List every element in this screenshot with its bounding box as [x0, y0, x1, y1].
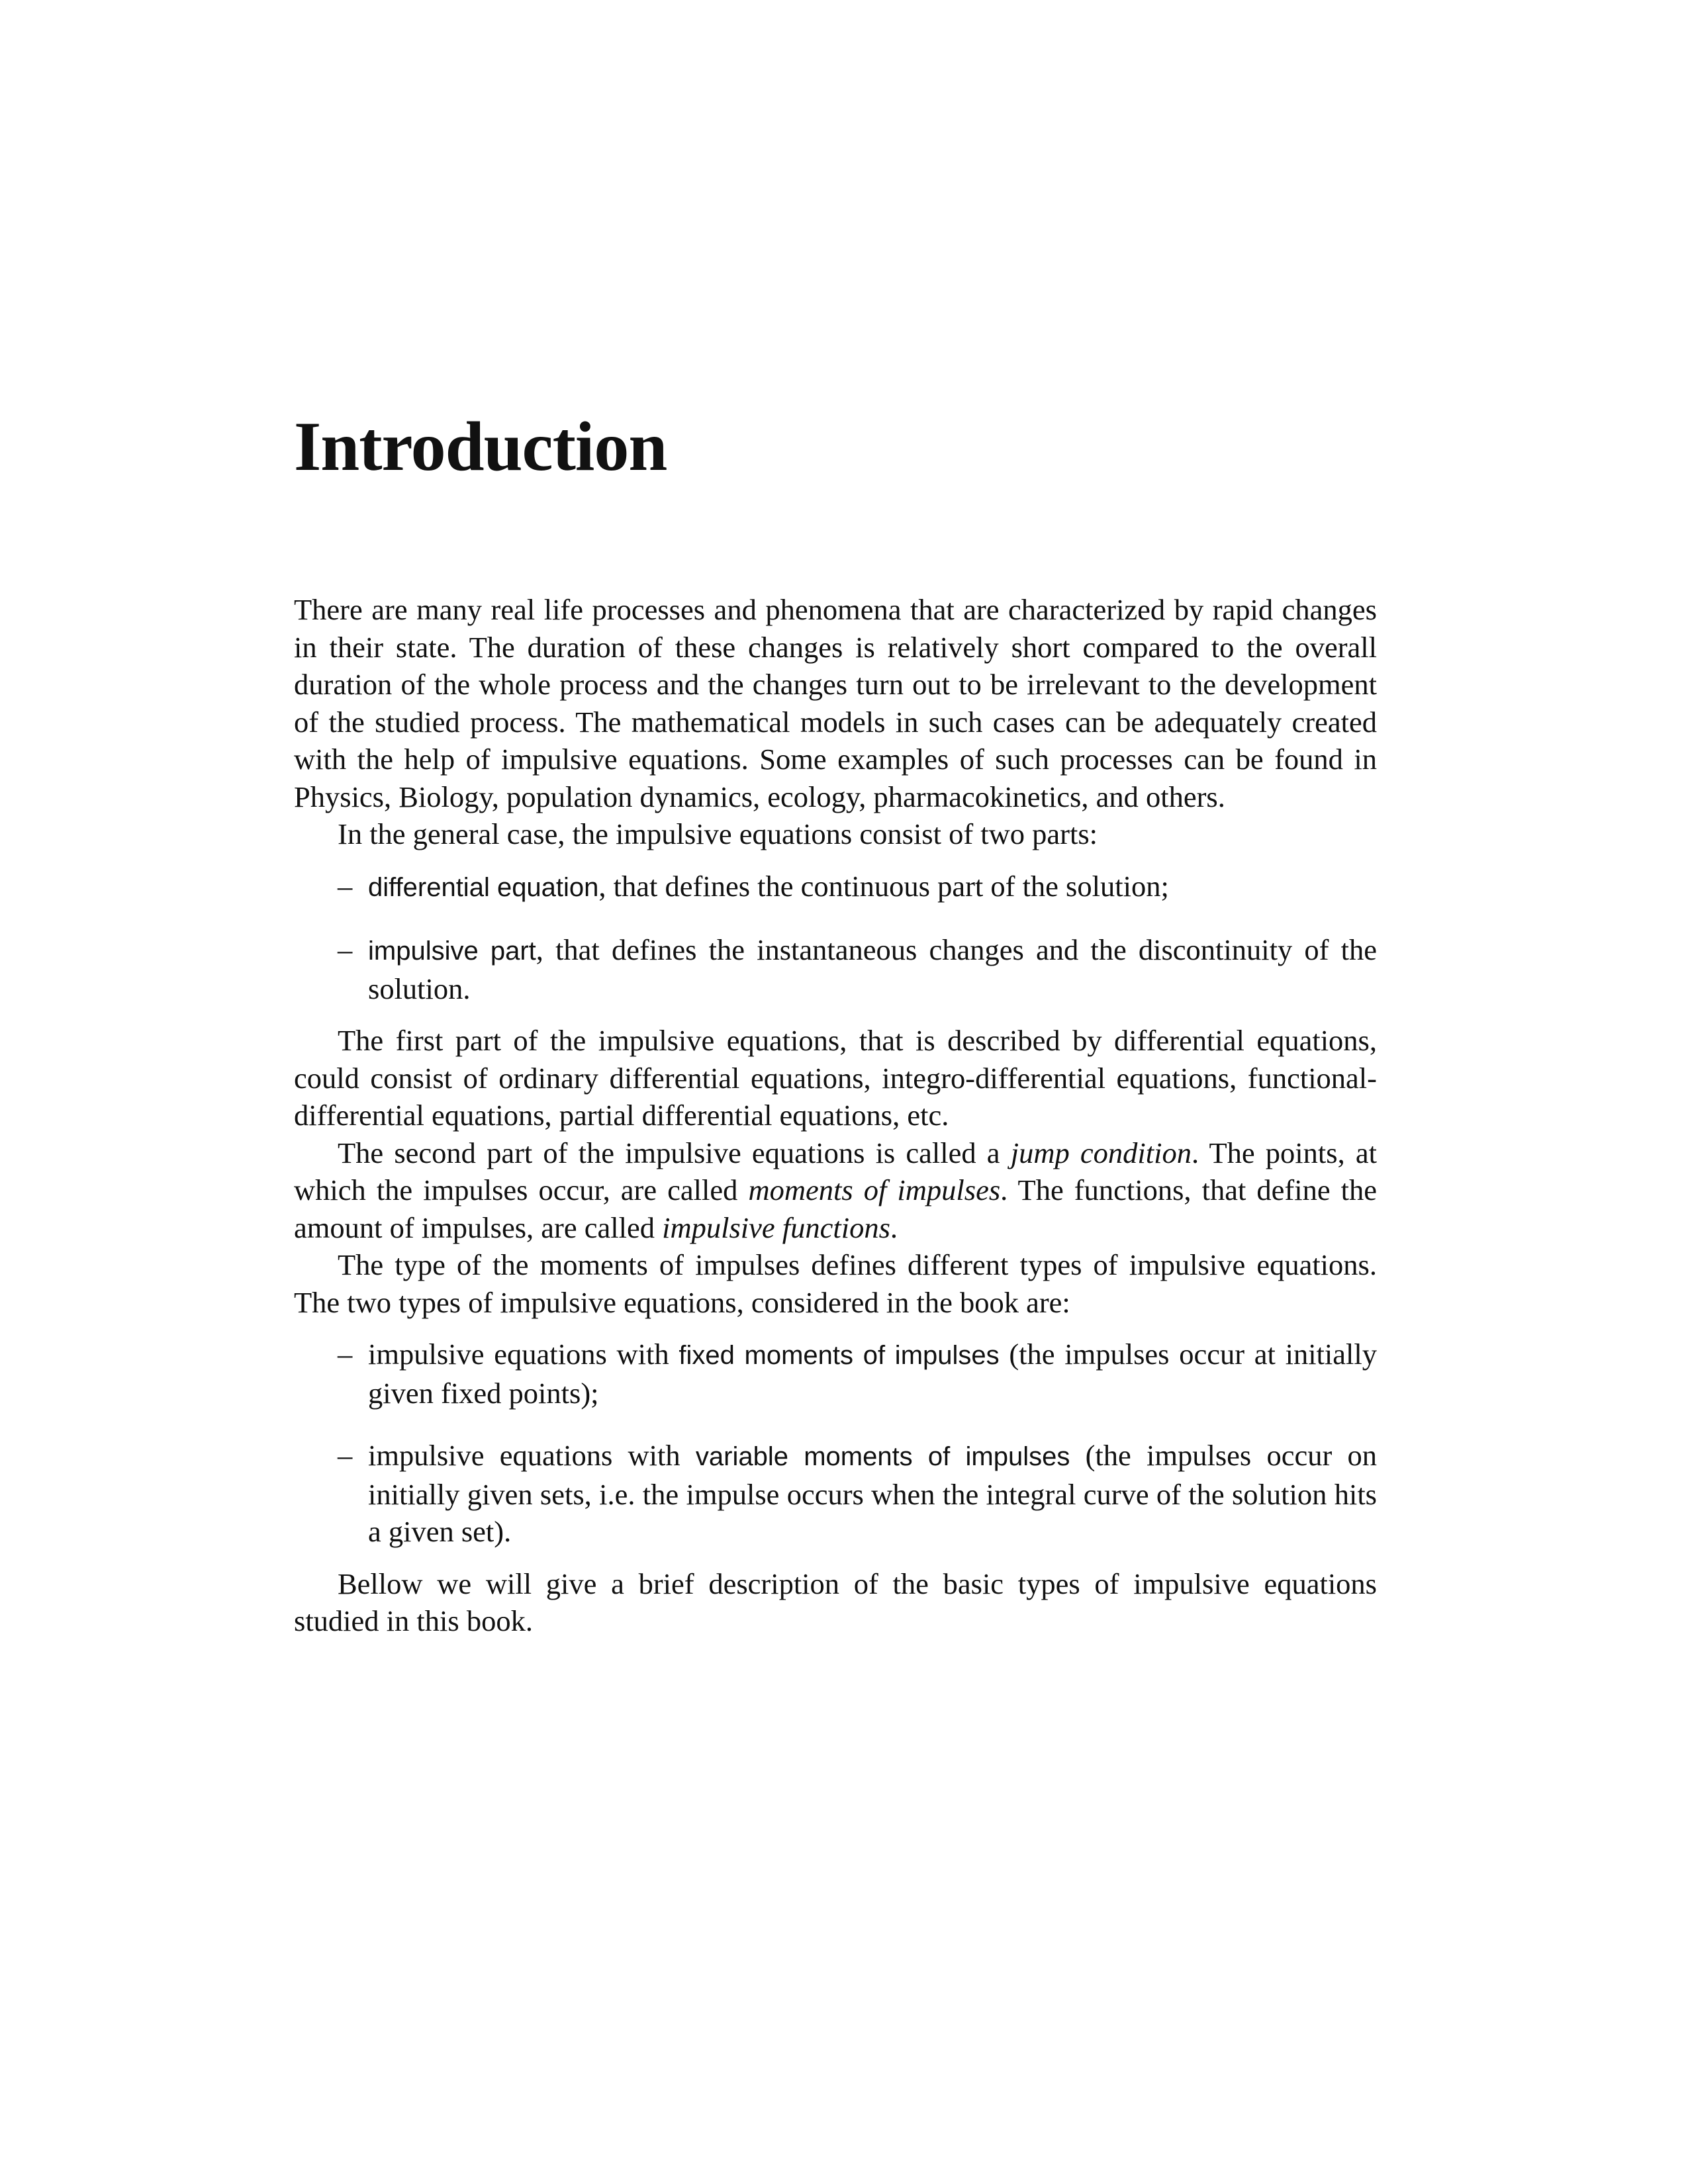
list-item-text: (the impulses occur on initially given sets, i.e. the impulse occurs when the integral curve of the solution hits a given set). [368, 1439, 1377, 1548]
paragraph-second-part [294, 1134, 1377, 1247]
paragraph-closing: Bellow we will give a brief description of the basic types of impulsive equations studied in this book. [294, 1567, 1377, 1637]
term-impulsive-part: impulsive part [368, 936, 536, 966]
term-differential-equation: differential equation [368, 872, 599, 902]
chapter-title: Introduction [294, 408, 667, 485]
paragraph-general-case: In the general case, the impulsive equations consist of two parts: [338, 817, 1098, 850]
term-impulsive-functions: impulsive functions [662, 1210, 890, 1244]
term-fixed-moments: fixed moments of impulses [679, 1341, 1000, 1370]
text-run: . The functions, that define the amount of impulses, are called [294, 1173, 1377, 1244]
list-dash: – [338, 933, 353, 966]
text-run: . [890, 1210, 898, 1244]
term-moments-of-impulses: moments of impulses [748, 1173, 1001, 1206]
list-item-text: (the impulses occur at initially given fixed points); [368, 1338, 1378, 1410]
paragraph-first-part: The first part of the impulsive equations, that is described by differential equations, could consist of ordinary differential equations, integro-differential equations, functional-differential equations, partial differential equations, etc. [294, 1024, 1377, 1132]
list-item-text: , that defines the instantaneous changes and the discontinuity of the solution. [368, 933, 1377, 1005]
list-dash: – [338, 1439, 353, 1472]
types-list [294, 1336, 1377, 1551]
paragraph-intro: There are many real life processes and phenomena that are characterized by rapid changes in their state. The duration of these changes is relatively short compared to the overall duration of the whole process and the changes turn out to be irrelevant to the development of the studied process. The mathematical models in such cases can be adequately created with the help of impulsive equations. Some examples of such processes can be found in Physics, Biology, population dynamics, ecology, pharmacokinetics, and others. [294, 593, 1377, 813]
list-item-prefix: impulsive equations with [368, 1338, 679, 1371]
term-variable-moments: variable moments of impulses [695, 1442, 1070, 1471]
text-run: . The points, at which the impulses occur, are called [294, 1136, 1378, 1206]
list-item [294, 868, 1377, 907]
chapter-body [294, 591, 1377, 1640]
text-run: The second part of the impulsive equations is called a [338, 1136, 1011, 1169]
list-dash: – [338, 869, 353, 903]
parts-list [294, 868, 1377, 1008]
list-item [294, 931, 1377, 1007]
list-item [294, 1336, 1377, 1412]
paragraph-types: The type of the moments of impulses defines different types of impulsive equations. The two types of impulsive equations, considered in the book are: [294, 1248, 1377, 1319]
list-item-prefix: impulsive equations with [368, 1439, 696, 1472]
list-item [294, 1437, 1377, 1551]
list-item-text: , that defines the continuous part of the solution; [598, 869, 1169, 903]
list-dash: – [338, 1338, 353, 1371]
term-jump-condition: jump condition [1010, 1136, 1192, 1169]
